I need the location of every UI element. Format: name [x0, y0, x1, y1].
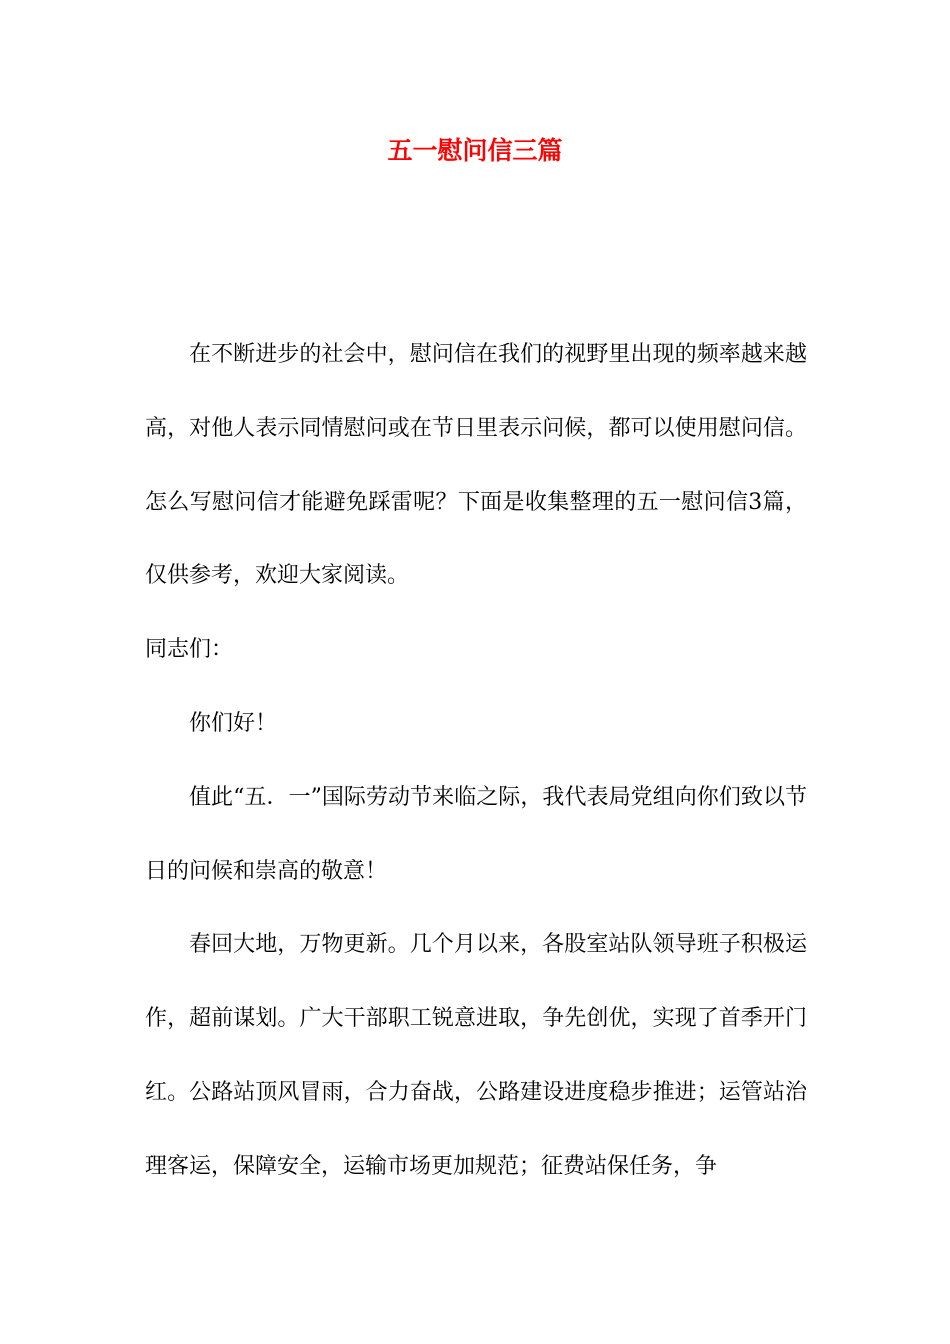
- document-title: 五一慰问信三篇: [387, 136, 563, 165]
- greeting: 你们好！: [189, 710, 278, 736]
- salutation: 同志们：: [145, 637, 234, 663]
- document-body: [145, 318, 807, 1204]
- body-paragraph: 值此“五．一”国际劳动节来临之际，我代表局党组向你们致以节日的问候和崇高的敬意！: [145, 784, 807, 884]
- intro-paragraph: 在不断进步的社会中，慰问信在我们的视野里出现的频率越来越高，对他人表示同情慰问或在节日里表示问候，都可以使用慰问信。怎么写慰问信才能避免踩雷呢？下面是收集整理的五一慰问信3篇，仅供参考，欢迎大家阅读。: [145, 342, 807, 589]
- body-paragraph: 春回大地，万物更新。几个月以来，各股室站队领导班子积极运作，超前谋划。广大干部职工锐意进取，争先创优，实现了首季开门红。公路站顶风冒雨，合力奋战，公路建设进度稳步推进；运管站治理客运，保障安全，运输市场更加规范；征费站保任务，争: [145, 932, 807, 1179]
